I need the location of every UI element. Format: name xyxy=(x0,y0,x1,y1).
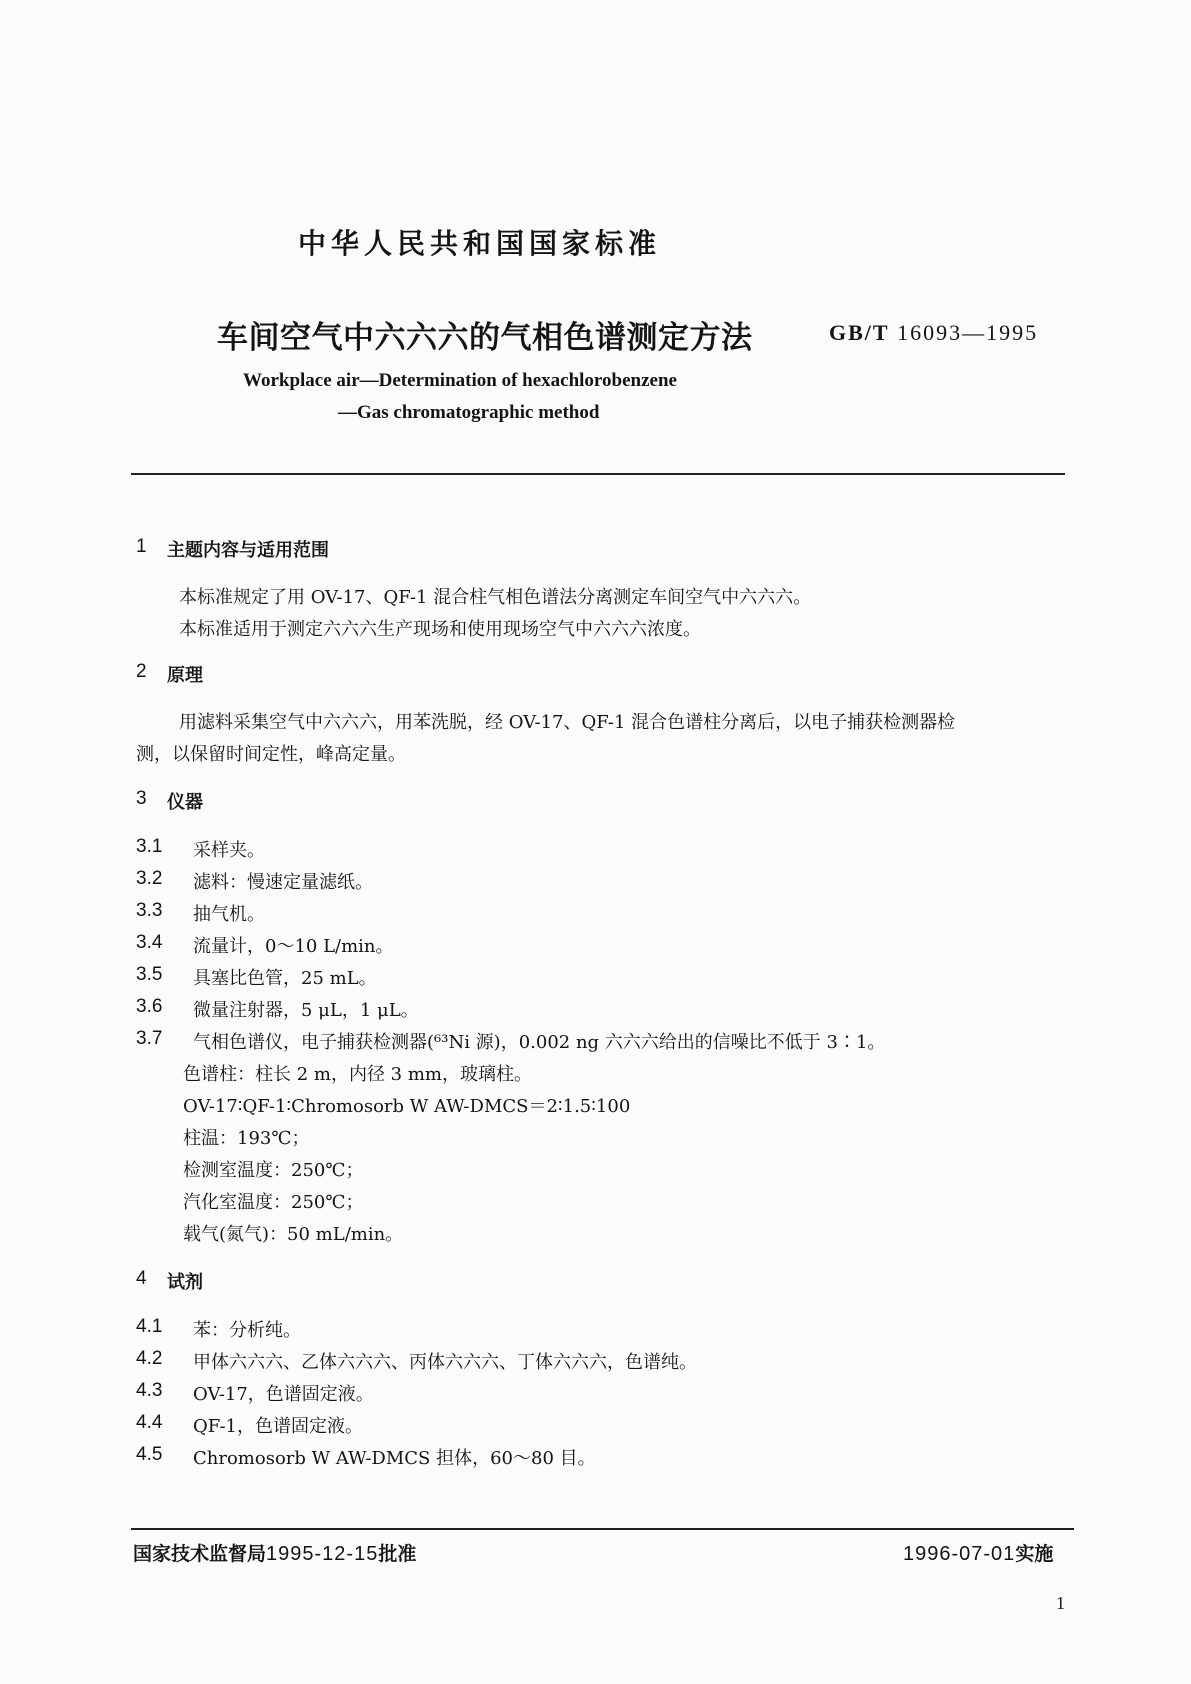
section-number: 2 xyxy=(136,661,147,682)
item-number: 4.4 xyxy=(136,1412,163,1433)
list-item: 甲体六六六、乙体六六六、丙体六六六、丁体六六六，色谱纯。 xyxy=(193,1352,697,1373)
paragraph: 用滤料采集空气中六六六，用苯洗脱，经 OV-17、QF-1 混合色谱柱分离后，以电子捕获检测器检 xyxy=(179,712,956,733)
item-number: 3.3 xyxy=(136,900,163,921)
effective-suffix: 实施 xyxy=(1015,1543,1054,1565)
document-title-cn: 车间空气中六六六的气相色谱测定方法 xyxy=(217,320,753,356)
effective-statement xyxy=(903,1539,1053,1566)
item-number: 4.2 xyxy=(136,1348,163,1369)
paragraph: 本标准规定了用 OV-17、QF-1 混合柱气相色谱法分离测定车间空气中六六六。 xyxy=(179,587,812,608)
document-title-en-line2: —Gas chromatographic method xyxy=(338,402,600,423)
item-number: 3.7 xyxy=(136,1028,163,1049)
list-item: 滤料：慢速定量滤纸。 xyxy=(193,872,373,893)
effective-date: 1996-07-01 xyxy=(903,1543,1016,1565)
approver: 国家技术监督局 xyxy=(133,1543,267,1565)
list-item: 苯：分析纯。 xyxy=(193,1320,301,1341)
item-number: 4.5 xyxy=(136,1444,163,1465)
footer-divider xyxy=(131,1528,1074,1530)
section-number: 1 xyxy=(136,536,147,557)
section-title-scope: 主题内容与适用范围 xyxy=(167,540,329,561)
item-number: 3.4 xyxy=(136,932,163,953)
approval-suffix: 批准 xyxy=(378,1543,417,1565)
section-number: 4 xyxy=(136,1268,147,1289)
column-spec-line: 汽化室温度：250℃； xyxy=(183,1192,364,1213)
list-item: 微量注射器，5 μL，1 μL。 xyxy=(193,1000,419,1021)
list-item: 抽气机。 xyxy=(193,904,265,925)
list-item: 采样夹。 xyxy=(193,840,265,861)
document-title-en-line1: Workplace air—Determination of hexachlorobenzene xyxy=(243,370,677,391)
item-number: 4.3 xyxy=(136,1380,163,1401)
column-spec-line: OV-17∶QF-1∶Chromosorb W AW-DMCS＝2∶1.5∶100 xyxy=(183,1096,631,1117)
paragraph: 本标准适用于测定六六六生产现场和使用现场空气中六六六浓度。 xyxy=(179,619,701,640)
approval-statement xyxy=(133,1539,416,1566)
column-spec-line: 色谱柱：柱长 2 m，内径 3 mm，玻璃柱。 xyxy=(183,1064,532,1085)
section-title-apparatus: 仪器 xyxy=(167,792,203,813)
paragraph: 测，以保留时间定性，峰高定量。 xyxy=(136,744,406,765)
section-number: 3 xyxy=(136,788,147,809)
item-number: 3.2 xyxy=(136,868,163,889)
section-title-reagents: 试剂 xyxy=(167,1272,203,1293)
column-spec-line: 检测室温度：250℃； xyxy=(183,1160,364,1181)
item-number: 3.6 xyxy=(136,996,163,1017)
header-divider xyxy=(131,473,1065,475)
item-number: 4.1 xyxy=(136,1316,163,1337)
standard-code-prefix: GB/T xyxy=(829,320,890,345)
column-spec-line: 柱温：193℃； xyxy=(183,1128,310,1149)
standard-type-heading: 中华人民共和国国家标准 xyxy=(298,227,662,260)
standard-code xyxy=(829,320,1038,346)
list-item: QF-1，色谱固定液。 xyxy=(193,1416,363,1437)
standard-code-number: 16093—1995 xyxy=(897,320,1039,345)
item-number: 3.1 xyxy=(136,836,163,857)
item-number: 3.5 xyxy=(136,964,163,985)
list-item: 流量计，0～10 L/min。 xyxy=(193,936,394,957)
list-item: OV-17，色谱固定液。 xyxy=(193,1384,374,1405)
page-number: 1 xyxy=(1056,1593,1065,1613)
list-item: 具塞比色管，25 mL。 xyxy=(193,968,377,989)
section-title-principle: 原理 xyxy=(167,665,203,686)
approval-date: 1995-12-15 xyxy=(266,1543,379,1565)
column-spec-line: 载气(氮气)：50 mL/min。 xyxy=(183,1224,404,1245)
list-item: Chromosorb W AW-DMCS 担体，60～80 目。 xyxy=(193,1448,596,1469)
list-item: 气相色谱仪，电子捕获检测器(⁶³Ni 源)，0.002 ng 六六六给出的信噪比不低于 3∶1。 xyxy=(193,1032,886,1053)
